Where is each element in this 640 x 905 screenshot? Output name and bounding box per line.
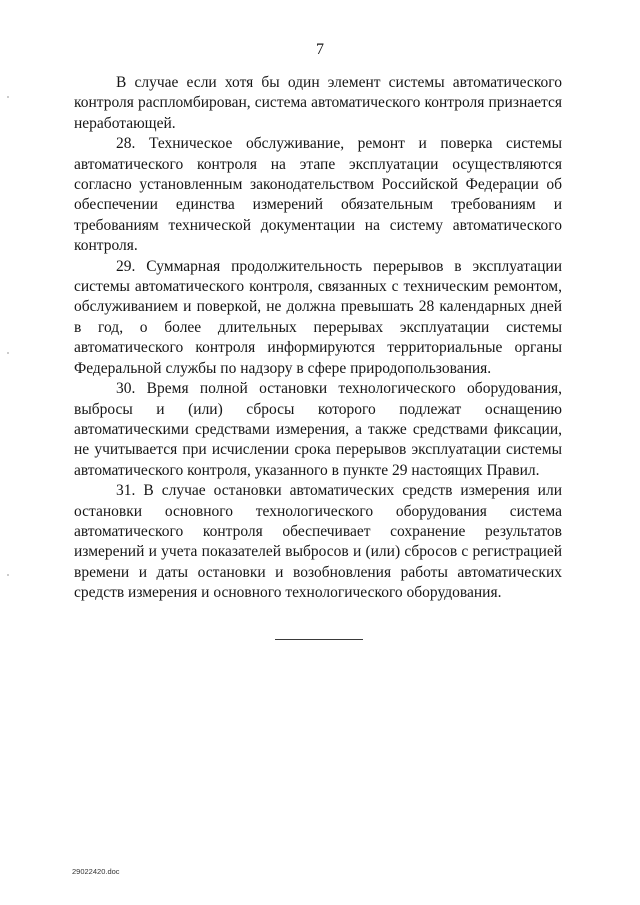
scan-margin-mark [7,352,9,354]
end-separator-line [275,639,363,640]
paragraph-28: 28. Техническое обслуживание, ремонт и поверка системы автоматического контроля на этапе эксплуатации осуществляются согласно установленным законодательством Российской Федерации об обеспечении единства измерений обязательным требованиям и требованиям технической документации на систему автоматического контроля. [74,135,562,255]
scan-margin-mark [7,574,9,576]
paragraph-intro: В случае если хотя бы один элемент системы автоматического контроля распломбирован, система автоматического контроля признается неработающей. [74,74,562,132]
paragraph-29: 29. Суммарная продолжительность перерывов в эксплуатации системы автоматического контроля, связанных с техническим ремонтом, обслуживанием и поверкой, не должна превышать 28 календарных дней в год, о более длительных перерывах эксплуатации системы автоматического контроля информируются территориальные органы Федеральной службы по надзору в сфере природопользования. [74,257,562,377]
page-number: 7 [316,41,324,58]
footer-filename: 29022420.doc [72,867,120,876]
scan-margin-mark [7,96,9,98]
paragraph-31: 31. В случае остановки автоматических средств измерения или остановки основного технологического оборудования система автоматического контроля обеспечивает сохранение результатов измерений и учета показателей выбросов и (или) сбросов с регистрацией времени и даты остановки и возобновления работы автоматических средств измерения и основного технологического оборудования. [74,482,562,602]
document-body [74,73,562,604]
paragraph-30: 30. Время полной остановки технологического оборудования, выбросы и (или) сбросы которого подлежат оснащению автоматическими средствами измерения, а также средствами фиксации, не учитывается при исчислении срока перерывов эксплуатации системы автоматического контроля, указанного в пункте 29 настоящих Правил. [74,380,562,479]
